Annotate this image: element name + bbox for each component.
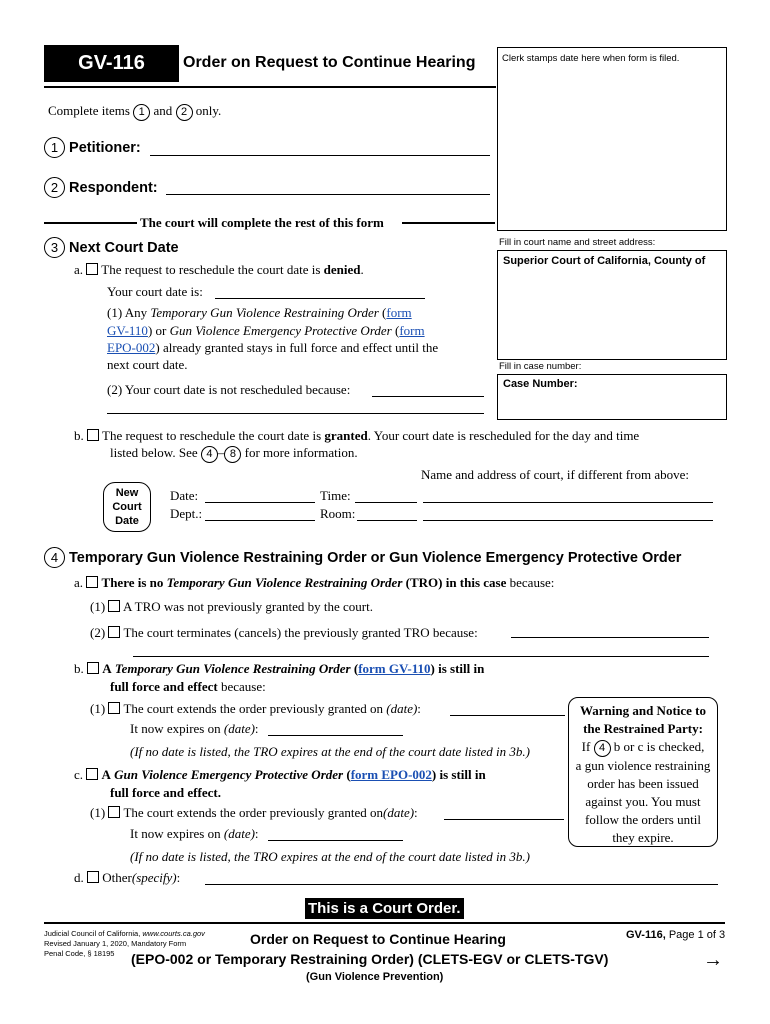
penal-code-line: Penal Code, § 18195 — [44, 949, 115, 958]
case-number-note: Fill in case number: — [499, 361, 582, 372]
clerk-note: Clerk stamps date here when form is filed. — [502, 53, 680, 64]
page-indicator: GV-116, Page 1 of 3 — [626, 929, 726, 941]
council-line: Judicial Council of California, www.courts.ca.gov — [44, 929, 205, 938]
item-number-3: 3 — [44, 237, 65, 258]
no-tro-checkbox[interactable] — [86, 576, 98, 588]
item4c1-row: (1) The court extends the order previously granted on(date): — [90, 805, 418, 820]
item3-title: Next Court Date — [69, 240, 179, 256]
footer-title-1: Order on Request to Continue Hearing — [250, 931, 506, 947]
item4a1-row: (1) A TRO was not previously granted by the court. — [90, 599, 373, 614]
item4c1-expires: It now expires on (date): — [130, 826, 259, 841]
item3a-row: a. The request to reschedule the court date is denied. — [74, 262, 364, 277]
not-rescheduled-field[interactable] — [372, 396, 484, 397]
divider-right — [402, 222, 495, 224]
item-number-4: 4 — [594, 740, 611, 757]
terminate-reason-field[interactable] — [511, 637, 709, 638]
respondent-label: Respondent: — [69, 180, 158, 196]
warning-line-1: If 4 b or c is checked, — [569, 738, 717, 757]
other-checkbox[interactable] — [87, 871, 99, 883]
item4b-line2: full force and effect because: — [110, 679, 266, 694]
footer-title-3: (Gun Violence Prevention) — [306, 971, 444, 983]
title-rule — [44, 86, 496, 88]
item4b1-row: (1) The court extends the order previously granted on (date): — [90, 701, 421, 716]
item4-header — [44, 547, 681, 568]
other-specify-field[interactable] — [205, 884, 718, 885]
item4b-row: b. A Temporary Gun Violence Restraining Order (form GV-110) is still in — [74, 661, 485, 676]
footer-rule — [44, 922, 725, 924]
item-number-1: 1 — [44, 137, 65, 158]
item3b-row: b. The request to reschedule the court date is granted. Your court date is rescheduled for the day and time — [74, 428, 640, 443]
new-dept-field[interactable] — [205, 520, 315, 521]
item3a1-line3: EPO-002) already granted stays in full force and effect until the — [107, 340, 439, 355]
warning-title-2: the Restrained Party: — [583, 721, 703, 736]
next-page-arrow-icon[interactable]: → — [703, 949, 723, 971]
item-number-2: 2 — [176, 104, 193, 121]
gv110-link[interactable]: GV-110 — [107, 323, 148, 338]
item-number-2: 2 — [44, 177, 65, 198]
new-date-field[interactable] — [205, 502, 315, 503]
item4a-row: a. There is no Temporary Gun Violence Restraining Order (TRO) in this case because: — [74, 575, 555, 590]
your-court-date-label: Your court date is: — [107, 284, 203, 299]
item3-header — [44, 237, 179, 258]
item4b1-note: (If no date is listed, the TRO expires at the end of the court date listed in 3b.) — [130, 744, 530, 759]
room-label: Room: — [320, 506, 356, 521]
divider-left — [44, 222, 137, 224]
epo-extended-checkbox[interactable] — [108, 806, 120, 818]
petitioner-label: Petitioner: — [69, 140, 141, 156]
tro-extended-checkbox[interactable] — [108, 702, 120, 714]
court-name-label: Superior Court of California, County of — [503, 255, 706, 267]
item-number-8: 8 — [224, 446, 241, 463]
name-address-note: Name and address of court, if different from above: — [421, 467, 689, 482]
item3b-line2: listed below. See 4 – 8 for more information. — [110, 445, 358, 463]
tro-expires-field[interactable] — [268, 735, 403, 736]
item4b1-expires: It now expires on (date): — [130, 721, 259, 736]
item-number-4: 4 — [201, 446, 218, 463]
court-address-field-2[interactable] — [423, 520, 713, 521]
item-number-1: 1 — [133, 104, 150, 121]
item3a1-line2: GV-110) or Gun Violence Emergency Protective Order (form — [107, 323, 425, 338]
item4c-line2: full force and effect. — [110, 785, 221, 800]
form-link[interactable]: form — [386, 305, 412, 320]
time-label: Time: — [320, 488, 351, 503]
form-link[interactable]: form — [399, 323, 425, 338]
epo002-link[interactable]: EPO-002 — [107, 340, 156, 355]
epo002-form-link[interactable]: form EPO-002 — [350, 767, 432, 782]
warning-notice-box: Warning and Notice to the Restrained Party: If 4 b or c is checked, a gun violence restraining order has been issued against you. You must follow the orders until they expire. — [568, 697, 718, 847]
courts-url: www.courts.ca.gov — [142, 929, 205, 938]
terminate-reason-field-2[interactable] — [133, 656, 709, 657]
petitioner-field[interactable] — [150, 155, 490, 156]
new-time-field[interactable] — [355, 502, 417, 503]
court-complete-note: The court will complete the rest of this form — [140, 215, 384, 230]
tro-not-granted-checkbox[interactable] — [108, 600, 120, 612]
form-id: GV-116 — [78, 52, 145, 74]
warning-title-1: Warning and Notice to — [579, 703, 707, 718]
new-room-field[interactable] — [357, 520, 417, 521]
court-name-box[interactable] — [497, 250, 727, 360]
gv110-form-link[interactable]: form GV-110 — [358, 661, 431, 676]
item4d-row: d. Other(specify): — [74, 870, 181, 885]
respondent-row — [44, 177, 158, 198]
your-court-date-field[interactable] — [215, 298, 425, 299]
dept-label: Dept.: — [170, 506, 203, 521]
item4c1-note: (If no date is listed, the TRO expires at the end of the court date listed in 3b.) — [130, 849, 530, 864]
epo-in-effect-checkbox[interactable] — [86, 768, 98, 780]
case-number-box[interactable] — [497, 374, 727, 420]
not-rescheduled-field-2[interactable] — [107, 413, 484, 414]
date-label: Date: — [170, 488, 199, 503]
court-order-banner: This is a Court Order. — [305, 898, 464, 919]
form-title: Order on Request to Continue Hearing — [183, 54, 476, 71]
item4a2-row: (2) The court terminates (cancels) the previously granted TRO because: — [90, 625, 478, 640]
footer-title-2: (EPO-002 or Temporary Restraining Order) (CLETS-EGV or CLETS-TGV) — [131, 951, 609, 967]
tro-in-effect-checkbox[interactable] — [87, 662, 99, 674]
form-id-badge — [44, 45, 179, 82]
item4-title: Temporary Gun Violence Restraining Order or Gun Violence Emergency Protective Order — [69, 550, 682, 566]
item3a1-line4: next court date. — [107, 357, 188, 372]
denied-checkbox[interactable] — [86, 263, 98, 275]
case-number-label: Case Number: — [503, 378, 578, 390]
court-name-note: Fill in court name and street address: — [499, 237, 656, 248]
revised-line: Revised January 1, 2020, Mandatory Form — [44, 939, 187, 948]
clerk-stamp-box — [497, 47, 727, 231]
tro-terminated-checkbox[interactable] — [108, 626, 120, 638]
item-number-4: 4 — [44, 547, 65, 568]
complete-items-note: Complete items 1 and 2 only. — [48, 103, 221, 121]
tro-granted-date-field[interactable] — [450, 715, 565, 716]
petitioner-row — [44, 137, 141, 158]
new-court-date-badge: New Court Date — [103, 482, 151, 532]
epo-granted-date-field[interactable] — [444, 819, 564, 820]
item3a1-line1: (1) Any Temporary Gun Violence Restraining Order (form — [107, 305, 412, 320]
respondent-field[interactable] — [166, 194, 490, 195]
court-address-field-1[interactable] — [423, 502, 713, 503]
epo-expires-field[interactable] — [268, 840, 403, 841]
granted-checkbox[interactable] — [87, 429, 99, 441]
item4c-row: c. A Gun Violence Emergency Protective Order (form EPO-002) is still in — [74, 767, 486, 782]
item3a2-text: (2) Your court date is not rescheduled because: — [107, 382, 351, 397]
